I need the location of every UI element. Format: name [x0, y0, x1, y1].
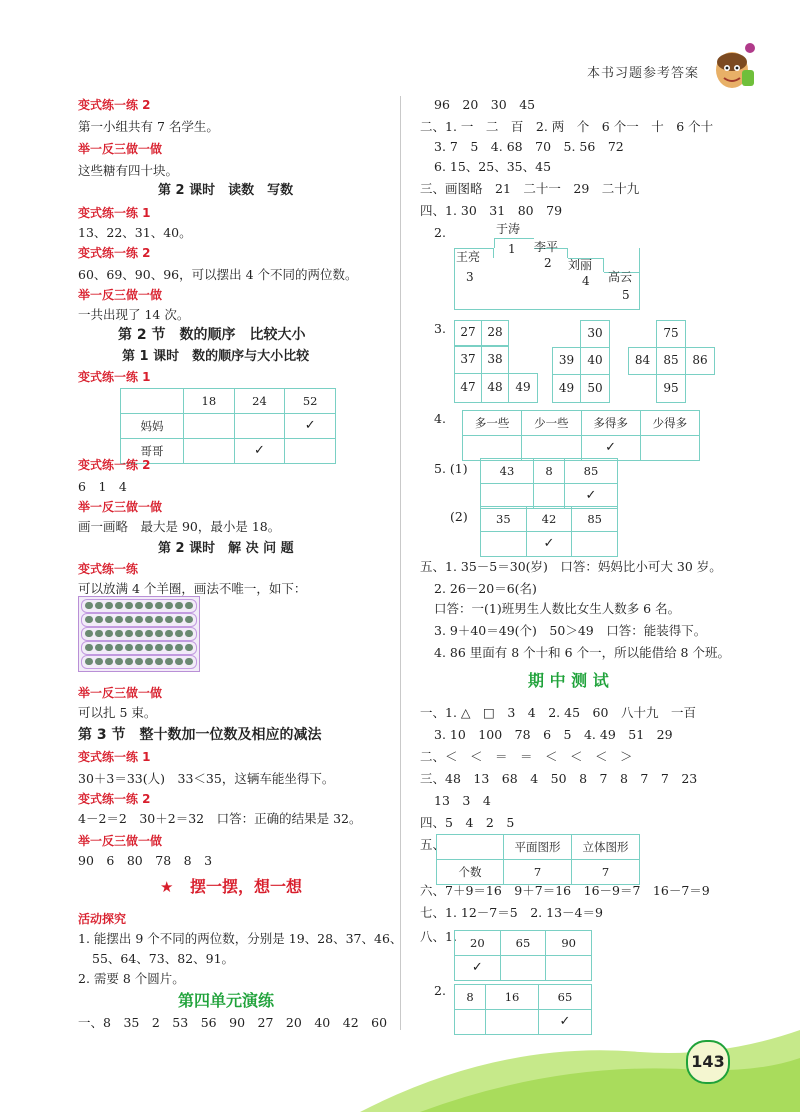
table-cell: 个数	[437, 860, 504, 885]
grid-cell: 84	[628, 347, 657, 375]
sheep-icon	[145, 630, 153, 637]
table-cell	[640, 436, 699, 461]
name-label: 高云	[608, 270, 633, 284]
text-line: 4. 86 里面有 8 个十和 6 个一，所以能借给 8 个班。	[434, 645, 730, 660]
text-line: 四、1. 30 31 80 79	[420, 203, 563, 218]
star-icon: ★	[160, 878, 174, 896]
rank-value: 4	[582, 274, 590, 288]
table-cell: 7	[504, 860, 572, 885]
choice-table-3	[454, 930, 592, 981]
table-cell: 少一些	[522, 411, 581, 436]
sheep-icon	[135, 602, 143, 609]
sheep-icon	[175, 630, 183, 637]
grid-cell: 49	[508, 373, 538, 403]
table-cell: 65	[500, 931, 546, 956]
text-line: 2. 26－20＝6(名)	[434, 581, 537, 596]
text-line: 3. 10 100 78 6 5 4. 49 51 29	[434, 727, 673, 742]
section-title: 第 3 节 整十数加一位数及相应的减法	[78, 727, 322, 743]
grid-cell: 28	[481, 320, 509, 346]
page-number: 143	[686, 1040, 730, 1084]
header-title: 本书习题参考答案	[587, 66, 700, 81]
sheep-icon	[165, 630, 173, 637]
text-line: 可以扎 5 束。	[78, 705, 157, 720]
text-line: 三、画图略 21 二十一 29 二十九	[420, 181, 640, 196]
sheep-icon	[155, 616, 163, 623]
sheep-icon	[155, 644, 163, 651]
table-cell: 65	[539, 985, 592, 1010]
grid-cell: 85	[656, 347, 686, 375]
sheep-icon	[85, 602, 93, 609]
table-cell: 哥哥	[121, 439, 184, 464]
table-cell: 42	[526, 507, 572, 532]
grid-cell: 39	[552, 347, 581, 375]
sheep-icon	[145, 602, 153, 609]
sheep-icon	[165, 644, 173, 651]
sheep-icon	[105, 616, 113, 623]
table-cell	[234, 414, 285, 439]
name-label: 王亮	[456, 250, 481, 264]
sheep-icon	[125, 644, 133, 651]
sheep-icon	[95, 630, 103, 637]
table-cell: 8	[455, 985, 486, 1010]
heading: 举一反三做一做	[78, 834, 163, 848]
check-mark: ✓	[455, 956, 501, 981]
text-line: 13 3 4	[434, 793, 491, 808]
sheep-icon	[135, 630, 143, 637]
table-cell: 7	[572, 860, 640, 885]
text-line: 一、8 35 2 53 56 90 27 20 40 42 60	[78, 1015, 388, 1030]
sheep-icon	[145, 616, 153, 623]
sheep-icon	[135, 644, 143, 651]
text-line: 七、1. 12－7＝5 2. 13－4＝9	[420, 905, 603, 920]
sheep-icon	[85, 658, 93, 665]
check-mark: ✓	[234, 439, 285, 464]
text-line: 3. 9＋40＝49(个) 50＞49 口答：能装得下。	[434, 623, 707, 638]
sheep-icon	[105, 630, 113, 637]
sheep-icon	[115, 630, 123, 637]
shape-count-table	[436, 834, 640, 885]
text-line: 第一小组共有 7 名学生。	[78, 119, 219, 134]
table-cell	[546, 956, 592, 981]
sheep-icon	[85, 616, 93, 623]
text-line: 1. 能摆出 9 个不同的两位数，分别是 19、28、37、46、	[78, 931, 403, 946]
text-line: 3.	[434, 321, 446, 336]
ranking-staircase	[450, 222, 650, 312]
heading: 变式练一练	[78, 562, 139, 576]
sheep-icon	[105, 658, 113, 665]
sheep-icon	[95, 602, 103, 609]
sheep-icon	[165, 602, 173, 609]
grid-cell: 49	[552, 374, 581, 403]
table-cell: 24	[234, 389, 285, 414]
text-line: 2.	[434, 983, 446, 998]
sheep-icon	[85, 630, 93, 637]
lesson-title: 第 1 课时 数的顺序与大小比较	[122, 349, 310, 364]
heading: 活动探究	[78, 912, 127, 926]
choice-table-2	[480, 506, 618, 557]
table-cell: 妈妈	[121, 414, 184, 439]
heading: 举一反三做一做	[78, 500, 163, 514]
text-line: 可以放满 4 个羊圈，画法不唯一，如下：	[78, 581, 307, 596]
sheep-icon	[185, 644, 193, 651]
text-line: 五、	[420, 837, 446, 852]
text-line: 六、7＋9＝16 9＋7＝16 16－9＝7 16－7＝9	[420, 883, 710, 898]
text-line: 2. 需要 8 个圆片。	[78, 971, 185, 986]
section-title: 第 2 节 数的顺序 比较大小	[118, 327, 306, 343]
sheep-icon	[175, 658, 183, 665]
table-cell	[121, 389, 184, 414]
table-cell: 20	[455, 931, 501, 956]
heading: 举一反三做一做	[78, 142, 163, 156]
table-cell	[500, 956, 546, 981]
rank-value: 5	[622, 288, 630, 302]
sheep-icon	[85, 644, 93, 651]
sheep-icon	[115, 616, 123, 623]
table-cell: 85	[572, 507, 618, 532]
table-cell: 35	[481, 507, 527, 532]
check-mark: ✓	[285, 414, 336, 439]
text-line: 55、64、73、82、91。	[92, 951, 235, 966]
text-line: 四、5 4 2 5	[420, 815, 515, 830]
heading: 举一反三做一做	[78, 288, 163, 302]
sheep-icon	[185, 602, 193, 609]
check-mark: ✓	[539, 1010, 592, 1035]
table-cell	[481, 484, 534, 509]
text-line: 三、48 13 68 4 50 8 7 8 7 7 23	[420, 771, 698, 786]
compare-table	[120, 388, 336, 464]
grid-cell: 30	[580, 320, 610, 348]
grid-cell: 75	[656, 320, 686, 348]
sheep-icon	[185, 616, 193, 623]
text-line: 画一画略 最大是 90，最小是 18。	[78, 519, 281, 534]
sheep-icon	[185, 658, 193, 665]
grid-cell: 50	[580, 374, 610, 403]
sheep-icon	[155, 602, 163, 609]
sheep-icon	[185, 630, 193, 637]
heading: 变式练一练 2	[78, 246, 151, 260]
table-cell: 8	[533, 459, 564, 484]
text-line: 口答：一(1)班男生人数比女生人数多 6 名。	[434, 601, 681, 616]
sheep-icon	[125, 630, 133, 637]
table-cell	[572, 532, 618, 557]
heading: 举一反三做一做	[78, 686, 163, 700]
choice-table-1	[480, 458, 618, 509]
heading: 变式练一练 2	[78, 98, 151, 112]
sheep-icon	[175, 602, 183, 609]
grid-cell: 86	[685, 347, 715, 375]
text-line: 五、1. 35－5＝30(岁) 口答：妈妈比小可大 30 岁。	[420, 559, 722, 574]
check-mark: ✓	[526, 532, 572, 557]
heading: 变式练一练 2	[78, 458, 151, 472]
heading: 变式练一练 1	[78, 206, 151, 220]
text-line: 4.	[434, 411, 446, 426]
table-cell: 43	[481, 459, 534, 484]
table-cell	[463, 436, 522, 461]
sheep-icon	[155, 658, 163, 665]
sheep-icon	[155, 630, 163, 637]
sheep-icon	[165, 658, 173, 665]
table-cell	[533, 484, 564, 509]
sheep-icon	[145, 658, 153, 665]
sheep-icon	[115, 658, 123, 665]
table-cell: 85	[565, 459, 618, 484]
table-cell	[522, 436, 581, 461]
column-divider	[400, 96, 401, 1030]
check-mark: ✓	[581, 436, 640, 461]
sheep-icon	[95, 644, 103, 651]
section-title: 摆一摆，想一想	[190, 877, 303, 896]
table-cell	[184, 439, 235, 464]
sheep-icon	[105, 644, 113, 651]
text-line: 60、69、90、96，可以摆出 4 个不同的两位数。	[78, 267, 358, 282]
text-line: 6. 15、25、35、45	[434, 159, 552, 174]
table-cell: 多得多	[581, 411, 640, 436]
text-line: 4－2＝2 30＋2＝32 口答：正确的结果是 32。	[78, 811, 362, 826]
text-line: 6 1 4	[78, 479, 127, 494]
table-cell: 多一些	[463, 411, 522, 436]
sheep-pen-illustration	[78, 596, 200, 672]
grid-cell: 27	[454, 320, 482, 346]
grid-cell: 37	[454, 346, 482, 374]
sheep-icon	[115, 602, 123, 609]
sheep-icon	[175, 644, 183, 651]
table-cell	[184, 414, 235, 439]
text-line: 八、1.	[420, 929, 457, 944]
sheep-icon	[135, 616, 143, 623]
text-line: 30＋3＝33(人) 33＜35，这辆车能坐得下。	[78, 771, 335, 786]
text-line: 一共出现了 14 次。	[78, 307, 190, 322]
heading: 变式练一练 2	[78, 792, 151, 806]
table-cell	[481, 532, 527, 557]
table-cell: 52	[285, 389, 336, 414]
check-mark: ✓	[565, 484, 618, 509]
name-label: 刘丽	[568, 258, 593, 272]
lesson-title: 第 2 课时 解 决 问 题	[158, 541, 294, 556]
grid-cell: 40	[580, 347, 610, 375]
name-label: 于涛	[496, 222, 521, 236]
quantity-table	[462, 410, 700, 461]
name-label: 李平	[534, 240, 559, 254]
text-line: 这些糖有四十块。	[78, 163, 179, 178]
footer-wave	[0, 1000, 800, 1112]
rank-value: 3	[466, 270, 474, 284]
heading: 变式练一练 1	[78, 750, 151, 764]
rank-value: 1	[508, 242, 516, 256]
sheep-icon	[145, 644, 153, 651]
table-cell	[437, 835, 504, 860]
text-line: 二、1. 一 二 百 2. 两 个 6 个一 十 6 个十	[420, 119, 714, 134]
mascot-icon	[712, 40, 760, 90]
text-line: 3. 7 5 4. 68 70 5. 56 72	[434, 139, 624, 154]
unit-title: 第四单元演练	[178, 991, 275, 1010]
table-cell: 立体图形	[572, 835, 640, 860]
rank-value: 2	[544, 256, 552, 270]
text-line: 90 6 80 78 8 3	[78, 853, 213, 868]
text-line: 5. (1)	[434, 461, 468, 476]
text-line: 13、22、31、40。	[78, 225, 192, 240]
section-title: 期 中 测 试	[528, 671, 609, 690]
heading: 变式练一练 1	[78, 370, 151, 384]
sheep-icon	[125, 616, 133, 623]
table-cell: 18	[184, 389, 235, 414]
table-cell	[285, 439, 336, 464]
table-cell: 90	[546, 931, 592, 956]
grid-cell: 47	[454, 373, 482, 403]
sheep-icon	[95, 658, 103, 665]
sheep-icon	[175, 616, 183, 623]
table-cell: 16	[486, 985, 539, 1010]
grid-cell: 48	[481, 373, 509, 403]
sheep-icon	[125, 658, 133, 665]
grid-cell: 95	[656, 374, 686, 403]
text-line: 96 20 30 45	[434, 97, 536, 112]
sheep-icon	[115, 644, 123, 651]
sheep-icon	[95, 616, 103, 623]
text-line: (2)	[450, 509, 468, 524]
text-line: 二、＜ ＜ ＝ ＝ ＜ ＜ ＜ ＞	[420, 749, 633, 764]
sheep-icon	[165, 616, 173, 623]
grid-cell: 38	[481, 346, 509, 374]
sheep-icon	[135, 658, 143, 665]
table-cell: 少得多	[640, 411, 699, 436]
lesson-title: 第 2 课时 读数 写数	[158, 183, 294, 198]
table-cell: 平面图形	[504, 835, 572, 860]
sheep-icon	[125, 602, 133, 609]
text-line: 一、1. △ □ 3 4 2. 45 60 八十九 一百	[420, 705, 696, 720]
sheep-icon	[105, 602, 113, 609]
text-line: 2.	[434, 225, 446, 240]
